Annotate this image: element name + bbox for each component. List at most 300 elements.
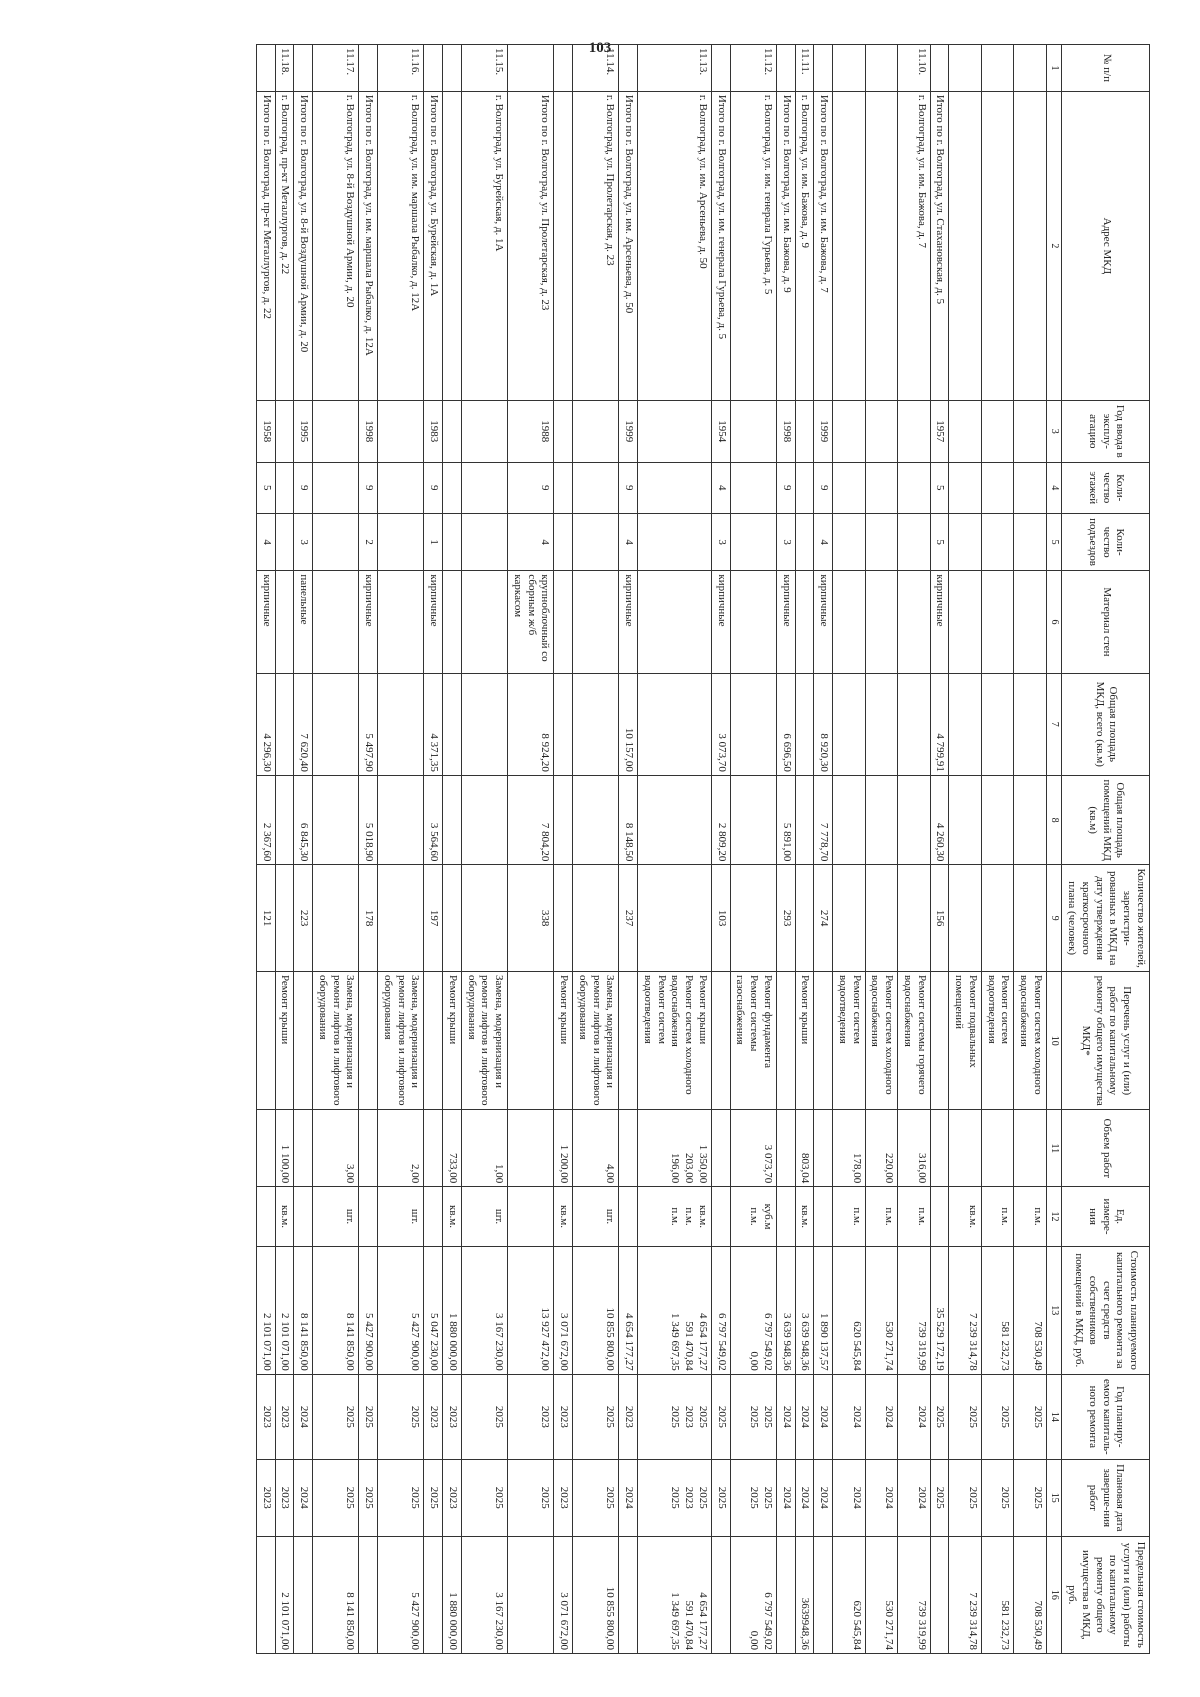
table-cell bbox=[359, 1186, 378, 1246]
table-cell bbox=[573, 971, 619, 1110]
cell-line: 10 855 800,00 bbox=[604, 1586, 617, 1650]
cell-line: 2024 bbox=[799, 1405, 812, 1428]
table-cell: 4 bbox=[257, 513, 276, 571]
table-cell bbox=[359, 44, 378, 91]
table-cell: 9 bbox=[777, 462, 796, 513]
table-cell bbox=[573, 1109, 619, 1186]
table-cell bbox=[554, 971, 573, 1110]
table-cell: г. Волгоград, ул. Пролетарская, д. 23 bbox=[573, 91, 619, 400]
table-cell bbox=[638, 462, 712, 513]
cell-line: 2025 bbox=[669, 1486, 682, 1509]
table-cell: 103 bbox=[712, 864, 731, 971]
table-cell bbox=[313, 775, 359, 865]
table-cell bbox=[573, 1459, 619, 1536]
table-cell bbox=[865, 864, 898, 971]
table-cell bbox=[257, 1109, 276, 1186]
table-cell bbox=[730, 570, 776, 672]
table-cell bbox=[949, 1536, 982, 1653]
table-cell bbox=[730, 462, 776, 513]
table-cell: 2 367,60 bbox=[257, 775, 276, 865]
table-cell: 6 696,50 bbox=[777, 673, 796, 775]
table-cell bbox=[638, 971, 712, 1110]
table-cell bbox=[638, 673, 712, 775]
table-cell bbox=[462, 1186, 508, 1246]
table-cell bbox=[462, 1246, 508, 1374]
table-cell bbox=[275, 570, 294, 672]
cell-line: 2023 bbox=[279, 1405, 292, 1428]
table-cell bbox=[833, 1109, 866, 1186]
table-cell bbox=[795, 673, 814, 775]
table-cell bbox=[424, 1246, 443, 1374]
table-cell bbox=[619, 1374, 638, 1459]
table-row bbox=[378, 44, 424, 1653]
table-cell: 4 371,35 bbox=[424, 673, 443, 775]
table-cell bbox=[712, 1246, 731, 1374]
table-cell bbox=[777, 44, 796, 91]
table-cell: Итого по г. Волгоград, ул. им. Арсеньева, д. 50 bbox=[619, 91, 638, 400]
cell-line: Замена, модернизация и ремонт лифтов и лифтового оборудования bbox=[465, 974, 506, 1106]
table-cell bbox=[294, 1374, 313, 1459]
cell-line: 2023 bbox=[447, 1405, 459, 1428]
table-cell bbox=[359, 1246, 378, 1374]
table-cell bbox=[982, 1536, 1015, 1653]
table-row bbox=[443, 44, 462, 1653]
column-header: Ед. измере-ния bbox=[1062, 1186, 1150, 1246]
table-cell: кирпичные bbox=[257, 570, 276, 672]
cell-line: 2023 bbox=[428, 1405, 441, 1428]
table-cell bbox=[865, 44, 898, 91]
table-cell: 11.15. bbox=[462, 44, 508, 91]
table-cell: Итого по г. Волгоград, ул. им. Бажова, д. 7 bbox=[814, 91, 833, 400]
table-cell bbox=[777, 971, 796, 1110]
cell-line: 2025 bbox=[539, 1486, 552, 1509]
table-cell bbox=[462, 1374, 508, 1459]
cell-line: 3 071 672,00 bbox=[558, 1591, 571, 1650]
cell-line: 5 047 230,00 bbox=[428, 1312, 441, 1371]
table-cell bbox=[898, 1536, 931, 1653]
table-cell bbox=[378, 673, 424, 775]
table-cell bbox=[930, 1246, 949, 1374]
table-cell bbox=[865, 400, 898, 462]
cell-line: 2025 bbox=[493, 1486, 506, 1509]
table-cell: крупноблочный со сборным ж/б каркасом bbox=[508, 570, 554, 672]
cell-line: 739 319,99 bbox=[915, 1600, 928, 1650]
table-cell bbox=[833, 1536, 866, 1653]
cell-line: 2025 bbox=[748, 1486, 761, 1509]
cell-line: 5 427 900,00 bbox=[409, 1312, 422, 1371]
table-cell: 121 bbox=[257, 864, 276, 971]
table-cell bbox=[554, 864, 573, 971]
table-cell bbox=[359, 1109, 378, 1186]
table-cell bbox=[814, 1536, 833, 1653]
table-cell bbox=[730, 1536, 776, 1653]
cell-line: 2024 bbox=[799, 1486, 812, 1509]
column-header: Материал стен bbox=[1062, 570, 1150, 672]
table-cell bbox=[313, 1459, 359, 1536]
cell-line: шт. bbox=[493, 1208, 506, 1224]
table-cell: 11.14. bbox=[573, 44, 619, 91]
cell-line: п.м. bbox=[850, 1206, 863, 1226]
table-cell bbox=[833, 673, 866, 775]
table-cell bbox=[777, 1246, 796, 1374]
table-cell bbox=[982, 971, 1015, 1110]
cell-line: 2025 bbox=[409, 1486, 422, 1509]
table-cell bbox=[573, 1536, 619, 1653]
cell-line: п.м. bbox=[1032, 1206, 1044, 1226]
table-cell: 3 bbox=[712, 513, 731, 571]
table-cell: 338 bbox=[508, 864, 554, 971]
cell-line: 530 271,74 bbox=[883, 1320, 896, 1371]
table-cell bbox=[424, 971, 443, 1110]
cell-line bbox=[622, 1539, 635, 1649]
table-cell bbox=[638, 1246, 712, 1374]
table-cell bbox=[619, 971, 638, 1110]
table-cell: 9 bbox=[508, 462, 554, 513]
table-cell bbox=[359, 971, 378, 1110]
capital-repair-table bbox=[256, 44, 1150, 1654]
table-cell bbox=[443, 1246, 462, 1374]
table-cell: 1999 bbox=[814, 400, 833, 462]
table-cell bbox=[795, 462, 814, 513]
column-number: 6 bbox=[1047, 570, 1063, 672]
table-cell: 9 bbox=[619, 462, 638, 513]
table-cell bbox=[865, 1536, 898, 1653]
table-cell: 3 073,70 bbox=[712, 673, 731, 775]
table-cell bbox=[795, 1186, 814, 1246]
table-cell: 5 891,00 bbox=[777, 775, 796, 865]
table-cell: 9 bbox=[294, 462, 313, 513]
table-cell: 1958 bbox=[257, 400, 276, 462]
cell-line: 220,00 bbox=[883, 1152, 896, 1183]
table-cell: 237 bbox=[619, 864, 638, 971]
cell-line: Ремонт систем водоотведения bbox=[642, 974, 668, 1044]
cell-line: 2025 bbox=[493, 1405, 506, 1428]
cell-line: 2023 bbox=[558, 1486, 571, 1509]
table-row bbox=[462, 44, 508, 1653]
table-cell bbox=[795, 1459, 814, 1536]
table-cell bbox=[982, 462, 1015, 513]
table-cell bbox=[294, 1246, 313, 1374]
cell-line: 591 470,84 bbox=[683, 1320, 696, 1371]
table-cell: 293 bbox=[777, 864, 796, 971]
table-cell bbox=[573, 462, 619, 513]
table-cell bbox=[949, 1246, 982, 1374]
table-cell bbox=[359, 1459, 378, 1536]
table-cell bbox=[619, 44, 638, 91]
cell-line: 10 855 800,00 bbox=[604, 1306, 617, 1371]
table-cell bbox=[443, 1109, 462, 1186]
table-cell bbox=[294, 1109, 313, 1186]
table-cell: Итого по г. Волгоград, ул. 8-й Воздушной Армии, д. 20 bbox=[294, 91, 313, 400]
table-cell bbox=[257, 1186, 276, 1246]
table-cell: 156 bbox=[930, 864, 949, 971]
table-cell bbox=[833, 1186, 866, 1246]
cell-line: 2025 bbox=[715, 1486, 728, 1509]
cell-line: 5 427 900,00 bbox=[363, 1312, 376, 1371]
column-header: Стоимость планируемого капитального ремонта за счет средств собственников помещений в МКД, руб. bbox=[1062, 1246, 1150, 1374]
cell-line: 5 427 900,00 bbox=[409, 1591, 422, 1650]
table-cell bbox=[833, 971, 866, 1110]
cell-line: 196,00 bbox=[669, 1152, 682, 1183]
total-row bbox=[257, 44, 276, 1653]
table-cell bbox=[865, 1459, 898, 1536]
cell-line bbox=[539, 1539, 552, 1649]
table-cell bbox=[275, 1536, 294, 1653]
cell-line: 1 349 697,35 bbox=[669, 1312, 682, 1371]
table-cell: 5 497,90 bbox=[359, 673, 378, 775]
table-cell bbox=[443, 775, 462, 865]
column-header: Перечень услуг и (или) работ по капитальному ремонту общего имущества МКД* bbox=[1062, 971, 1150, 1110]
table-cell: г. Волгоград, ул. им. генерала Гурьева, д. 5 bbox=[730, 91, 776, 400]
table-row bbox=[795, 44, 814, 1653]
table-cell bbox=[795, 1246, 814, 1374]
cell-line: 708 530,49 bbox=[1032, 1600, 1044, 1650]
table-cell bbox=[949, 1186, 982, 1246]
header-row bbox=[1062, 44, 1150, 1653]
cell-line: 2024 bbox=[780, 1486, 793, 1509]
table-cell bbox=[294, 1186, 313, 1246]
table-cell bbox=[378, 570, 424, 672]
cell-line: 7 239 314,78 bbox=[967, 1591, 979, 1650]
cell-line: 1 200,00 bbox=[558, 1144, 571, 1183]
cell-line: 620 545,84 bbox=[850, 1320, 863, 1371]
table-cell bbox=[898, 400, 931, 462]
table-row bbox=[554, 44, 573, 1653]
table-cell: 8 148,50 bbox=[619, 775, 638, 865]
table-cell bbox=[508, 1536, 554, 1653]
table-cell bbox=[554, 1536, 573, 1653]
cell-line: 2024 bbox=[883, 1405, 896, 1428]
table-cell bbox=[982, 1374, 1015, 1459]
table-cell bbox=[814, 1246, 833, 1374]
table-cell bbox=[378, 1459, 424, 1536]
table-cell bbox=[730, 1109, 776, 1186]
column-header: Год ввода в эксплу-атацию bbox=[1062, 400, 1150, 462]
total-row bbox=[814, 44, 833, 1653]
table-cell bbox=[777, 1186, 796, 1246]
table-cell: 3 bbox=[294, 513, 313, 571]
cell-line: 2025 bbox=[967, 1405, 979, 1428]
cell-line: 2025 bbox=[604, 1405, 617, 1428]
cell-line: 2024 bbox=[818, 1486, 831, 1509]
cell-line: 13 927 472,00 bbox=[539, 1306, 552, 1371]
total-row bbox=[508, 44, 554, 1653]
table-cell bbox=[1014, 864, 1047, 971]
cell-line bbox=[427, 1539, 440, 1649]
table-cell bbox=[573, 864, 619, 971]
table-cell: 1998 bbox=[777, 400, 796, 462]
table-row bbox=[573, 44, 619, 1653]
table-cell bbox=[257, 44, 276, 91]
cell-line: 733,00 bbox=[447, 1152, 459, 1183]
table-cell bbox=[1014, 1109, 1047, 1186]
table-cell bbox=[865, 91, 898, 400]
table-cell bbox=[833, 462, 866, 513]
cell-line: п.м. bbox=[669, 1206, 682, 1226]
table-cell bbox=[865, 673, 898, 775]
table-cell bbox=[257, 971, 276, 1110]
table-cell bbox=[833, 864, 866, 971]
column-number: 1 bbox=[1047, 44, 1063, 91]
cell-line: 2023 bbox=[260, 1405, 273, 1428]
column-number: 15 bbox=[1047, 1459, 1063, 1536]
table-cell bbox=[898, 462, 931, 513]
column-header: № п/п bbox=[1062, 44, 1150, 91]
cell-line: 581 232,73 bbox=[999, 1320, 1012, 1371]
table-cell bbox=[1014, 400, 1047, 462]
table-cell bbox=[949, 1374, 982, 1459]
table-cell bbox=[508, 1246, 554, 1374]
table-cell bbox=[554, 570, 573, 672]
column-header: Количество жителей, зарегистри-рованных в МКД на дату утверждения краткосрочного плана (человек) bbox=[1062, 864, 1150, 971]
cell-line: 803,04 bbox=[799, 1152, 812, 1183]
table-cell: 11.18. bbox=[275, 44, 294, 91]
cell-line: 1 349 697,35 bbox=[669, 1591, 682, 1650]
cell-line: шт. bbox=[409, 1208, 422, 1224]
cell-line: 2025 bbox=[967, 1486, 979, 1509]
table-cell bbox=[275, 673, 294, 775]
cell-line: 2025 bbox=[999, 1486, 1012, 1509]
table-cell: 6 845,30 bbox=[294, 775, 313, 865]
table-cell bbox=[949, 775, 982, 865]
table-cell bbox=[573, 673, 619, 775]
table-cell bbox=[443, 1536, 462, 1653]
cell-line: 2024 bbox=[915, 1405, 928, 1428]
table-cell bbox=[814, 1109, 833, 1186]
table-cell bbox=[795, 1536, 814, 1653]
table-cell bbox=[378, 864, 424, 971]
table-cell: 4 799,91 bbox=[930, 673, 949, 775]
table-cell bbox=[795, 570, 814, 672]
table-cell bbox=[930, 1459, 949, 1536]
table-cell bbox=[443, 1459, 462, 1536]
column-number: 13 bbox=[1047, 1246, 1063, 1374]
table-cell bbox=[424, 1186, 443, 1246]
table-cell: Итого по г. Волгоград, ул. им. Бажова, д. 9 bbox=[777, 91, 796, 400]
table-cell bbox=[814, 971, 833, 1110]
cell-line bbox=[715, 1539, 728, 1649]
table-cell bbox=[508, 1186, 554, 1246]
cell-line: 2025 bbox=[748, 1405, 761, 1428]
cell-line: 2025 bbox=[363, 1405, 376, 1428]
table-body bbox=[257, 44, 1047, 1653]
cell-line: 2023 bbox=[683, 1405, 696, 1428]
table-cell bbox=[638, 1374, 712, 1459]
cell-line: Ремонт систем холодного водоснабжения bbox=[1018, 974, 1044, 1095]
column-number: 3 bbox=[1047, 400, 1063, 462]
table-cell bbox=[982, 1109, 1015, 1186]
total-row bbox=[619, 44, 638, 1653]
cell-line: 8 141 850,00 bbox=[298, 1312, 311, 1371]
table-cell bbox=[712, 44, 731, 91]
cell-line: 178,00 bbox=[850, 1152, 863, 1183]
table-cell bbox=[275, 1246, 294, 1374]
cell-line: 7 239 314,78 bbox=[967, 1312, 979, 1371]
table-cell bbox=[1014, 1246, 1047, 1374]
cell-line: 2025 bbox=[363, 1486, 376, 1509]
table-cell bbox=[795, 864, 814, 971]
table-cell bbox=[508, 1374, 554, 1459]
table-cell: 11.10. bbox=[898, 44, 931, 91]
table-cell: 4 296,30 bbox=[257, 673, 276, 775]
cell-line: 739 319,99 bbox=[915, 1320, 928, 1371]
cell-line: кв.м. bbox=[447, 1204, 459, 1228]
table-cell bbox=[730, 864, 776, 971]
cell-line: 2024 bbox=[623, 1486, 636, 1509]
table-cell bbox=[982, 570, 1015, 672]
table-cell bbox=[982, 400, 1015, 462]
table-cell: Итого по г. Волгоград, пр-кт Металлургов, д. 22 bbox=[257, 91, 276, 400]
cell-line bbox=[260, 1539, 273, 1649]
cell-line: Ремонт крыши bbox=[558, 974, 571, 1044]
table-cell: г. Волгоград, ул. Бурейская, д. 1А bbox=[462, 91, 508, 400]
cell-line: п.м. bbox=[748, 1206, 761, 1226]
cell-line: Замена, модернизация и ремонт лифтов и лифтового оборудования bbox=[382, 974, 422, 1106]
table-cell bbox=[462, 1536, 508, 1653]
cell-line: 2023 bbox=[558, 1405, 571, 1428]
cell-line: шт. bbox=[604, 1208, 617, 1224]
cell-line: 0,00 bbox=[748, 1350, 761, 1371]
table-cell bbox=[638, 1109, 712, 1186]
table-cell bbox=[1014, 1186, 1047, 1246]
table-cell bbox=[508, 44, 554, 91]
table-cell bbox=[795, 1374, 814, 1459]
total-row bbox=[424, 44, 443, 1653]
table-cell: 3 564,60 bbox=[424, 775, 443, 865]
table-cell bbox=[1014, 1374, 1047, 1459]
table-cell bbox=[313, 1536, 359, 1653]
cell-line: кв.м. bbox=[697, 1204, 709, 1228]
table-cell bbox=[795, 1109, 814, 1186]
cell-line: Ремонт системы газоснабжения bbox=[734, 974, 761, 1051]
cell-line bbox=[966, 1113, 979, 1183]
table-cell bbox=[777, 1374, 796, 1459]
cell-line: 2025 bbox=[409, 1405, 422, 1428]
table-cell: г. Волгоград, ул. им. маршала Рыбалко, д. 12А bbox=[378, 91, 424, 400]
table-cell bbox=[275, 1459, 294, 1536]
table-cell bbox=[1014, 1459, 1047, 1536]
table-cell bbox=[554, 1246, 573, 1374]
total-row bbox=[930, 44, 949, 1653]
total-row bbox=[712, 44, 731, 1653]
cell-line: 2025 bbox=[762, 1405, 774, 1428]
table-cell bbox=[424, 1109, 443, 1186]
table-cell: 1988 bbox=[508, 400, 554, 462]
table-cell bbox=[462, 1109, 508, 1186]
cell-line: 2025 bbox=[1032, 1405, 1044, 1428]
cell-line: Ремонт подвальных помещений bbox=[953, 974, 979, 1068]
table-cell bbox=[275, 1186, 294, 1246]
cell-line: 8 141 850,00 bbox=[344, 1591, 357, 1650]
table-cell bbox=[730, 971, 776, 1110]
cell-line: 2025 bbox=[604, 1486, 617, 1509]
cell-line: 3 167 230,00 bbox=[493, 1312, 506, 1371]
table-cell bbox=[930, 44, 949, 91]
table-cell bbox=[712, 1186, 731, 1246]
table-cell: 11.13. bbox=[638, 44, 712, 91]
cell-line bbox=[747, 1113, 760, 1183]
table-cell bbox=[865, 462, 898, 513]
cell-line: 620 545,84 bbox=[850, 1600, 863, 1650]
table-cell: г. Волгоград, ул. им. Бажова, д. 7 bbox=[898, 91, 931, 400]
cell-line: 2025 bbox=[934, 1486, 947, 1509]
total-row bbox=[777, 44, 796, 1653]
table-cell bbox=[638, 775, 712, 865]
cell-line bbox=[780, 1539, 793, 1649]
table-cell bbox=[313, 1109, 359, 1186]
table-cell bbox=[898, 971, 931, 1110]
cell-line: 2023 bbox=[279, 1486, 292, 1509]
